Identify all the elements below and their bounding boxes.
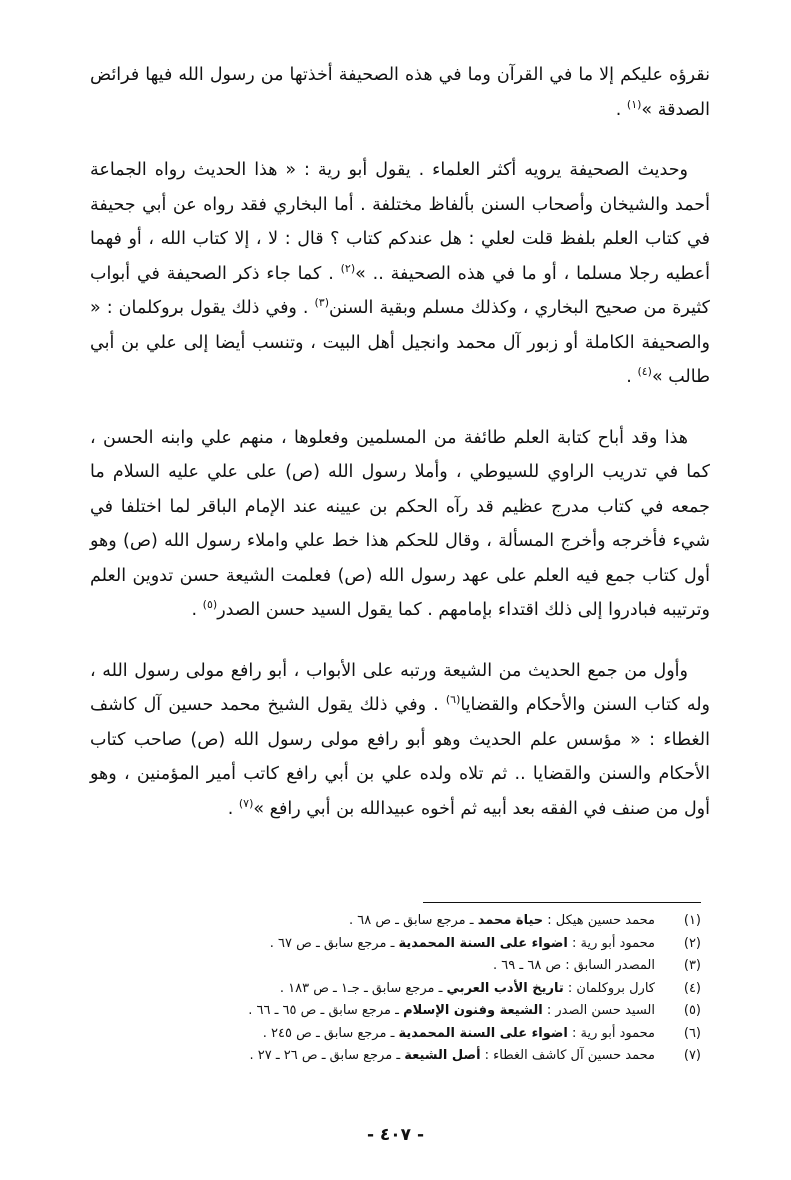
footnote	[81, 1023, 701, 1046]
footnote-text	[263, 1023, 655, 1046]
footnote-ref[interactable]: (١)	[626, 97, 642, 111]
footnote-title: حياة محمد	[477, 913, 544, 928]
footnote-number: (١)	[683, 913, 701, 928]
footnote-text	[280, 978, 655, 1001]
paragraph-text: نقرؤه عليكم إلا ما في القرآن وما في هذه الصحيفة أخذتها من رسول الله فيها فرائض الصدقة »	[90, 65, 710, 120]
footnote-rest: ـ مرجع سابق ـ ص ٦٧ .	[269, 935, 399, 951]
footnote-title: تاريخ الأدب العربي	[446, 980, 564, 996]
footnote-author: محمود أبو رية :	[567, 1025, 655, 1041]
footnote-ref[interactable]: (٤)	[637, 365, 652, 379]
footnote-number: (٣)	[683, 958, 701, 973]
footnote-rest: ـ مرجع سابق ـ ص ٢٦ ـ ٢٧ .	[249, 1048, 405, 1063]
footnote-number: (٥)	[683, 1003, 701, 1018]
footnote-title: أصل الشيعة	[404, 1048, 481, 1063]
footnote-title: اضواء على السنة المحمدية	[398, 1025, 568, 1041]
paragraph-tail: .	[191, 600, 203, 620]
paragraph-text: وأول من جمع الحديث من الشيعة ورتبه على الأبواب ، أبو رافع مولى رسول الله ، وله كتاب السنن والأحكام والقضايا	[90, 660, 710, 715]
footnote-ref[interactable]: (٦)	[445, 693, 461, 707]
footnote	[81, 1045, 701, 1068]
footnote-text	[493, 955, 655, 978]
footnote	[81, 978, 701, 1001]
footnote-text	[248, 1000, 655, 1023]
footnote-number: (٢)	[683, 935, 701, 951]
paragraph-4	[90, 654, 710, 827]
paragraph-tail: .	[227, 798, 239, 819]
paragraph-3	[90, 421, 710, 628]
footnote-ref[interactable]: (٧)	[238, 796, 254, 810]
footnote-text	[249, 1045, 655, 1068]
paragraph-text: وحديث الصحيفة يرويه أكثر العلماء . يقول أبو رية : « هذا الحديث رواه الجماعة أحمد والشيخان وأصحاب السنن بألفاظ مختلفة . أما البخاري فقد رواه عن أبي جحيفة في كتاب العلم بلفظ قلت لعلي : هل عندكم كتاب ؟ قال : لا ، إلا كتاب الله ، أو فهما أعطيه رجلا مسلما ، أو ما في هذه الصحيفة .. »	[90, 160, 711, 284]
paragraph-2	[90, 153, 710, 395]
footnote-author: محمد حسين هيكل :	[543, 913, 655, 928]
main-text	[90, 58, 710, 826]
footnote-number: (٤)	[683, 980, 701, 996]
footnote-rest: ـ مرجع سابق ـ ص ٢٤٥ .	[262, 1025, 399, 1041]
footnote-text	[349, 910, 655, 933]
paragraph-text: . وفي ذلك يقول الشيخ محمد حسين آل كاشف الغطاء : « مؤسس علم الحديث وهو أبو رافع مولى رسول الله (ص) صاحب كتاب الأحكام والسنن والقضايا .. ثم تلاه ولده علي بن أبي رافع كاتب أمير المؤمنين ، وهو أول من صنف في الفقه بعد أبيه ثم أخوه عبيدالله بن أبي رافع »	[90, 695, 710, 819]
paragraph-text: هذا وقد أباح كتابة العلم طائفة من المسلمين وفعلوها ، منهم علي وابنه الحسن ، كما في تدريب الراوي للسيوطي ، وأملا رسول الله (ص) على علي عليه السلام ما جمعه في كتاب مدرج عظيم قد رآه الحكم بن عيينه عند الإمام الباقر لما اختلفا في شيء فأخرجه وأخرج المسألة ، وقال للحكم هذا خط علي واملاء رسول الله (ص) وهو أول كتاب جمع فيه العلم على عهد رسول الله (ص) فعلمت الشيعة حسن تدوين العلم وترتيبه فبادروا إلى ذلك اقتداء بإمامهم . كما يقول السيد حسن الصدر	[90, 427, 710, 620]
paragraph-text: . كما جاء ذكر الصحيفة في أبواب كثيرة من صحيح البخاري ، وكذلك مسلم وبقية السنن	[90, 263, 710, 318]
footnote	[81, 1000, 701, 1023]
footnote-author: كارل بروكلمان :	[563, 980, 655, 996]
paragraph-text: . وفي ذلك يقول بروكلمان : « والصحيفة الكاملة أو زبور آل محمد وانجيل أهل البيت ، وتنسب أيضا إلى علي بن أبي طالب »	[90, 298, 710, 387]
footnote	[81, 933, 701, 956]
footnotes	[81, 910, 701, 1068]
footnote-text	[270, 933, 655, 956]
footnote-author: محمد حسين آل كاشف الغطاء :	[480, 1048, 655, 1063]
footnote-rest: ـ مرجع سابق ـ جـ١ ـ ص ١٨٣ .	[279, 980, 447, 996]
footnote-author: المصدر السابق : ص ٦٨ ـ ٦٩ .	[493, 958, 655, 973]
footnote-ref[interactable]: (٥)	[202, 598, 218, 612]
footnote-ref[interactable]: (٣)	[314, 296, 330, 310]
footnote	[81, 955, 701, 978]
footnote-rest: ـ مرجع سابق ـ ص ٦٨ .	[348, 913, 478, 928]
footnote-title: اضواء على السنة المحمدية	[398, 935, 568, 951]
paragraph-tail: .	[615, 99, 627, 120]
footnote-author: محمود أبو رية :	[567, 935, 655, 951]
page-number: - ٤٠٧ -	[366, 1125, 425, 1145]
footnote-number: (٧)	[683, 1048, 701, 1063]
footnote-title: الشيعة وفنون الإسلام	[403, 1003, 543, 1018]
footnote-divider	[423, 902, 701, 903]
paragraph-tail: .	[626, 367, 638, 387]
footnote-ref[interactable]: (٢)	[340, 261, 356, 275]
footnote-number: (٦)	[683, 1025, 701, 1041]
footnote	[81, 910, 701, 933]
paragraph-1	[90, 58, 710, 127]
footnote-author: السيد حسن الصدر :	[542, 1003, 655, 1018]
footnote-rest: ـ مرجع سابق ـ ص ٦٥ ـ ٦٦ .	[248, 1003, 404, 1018]
